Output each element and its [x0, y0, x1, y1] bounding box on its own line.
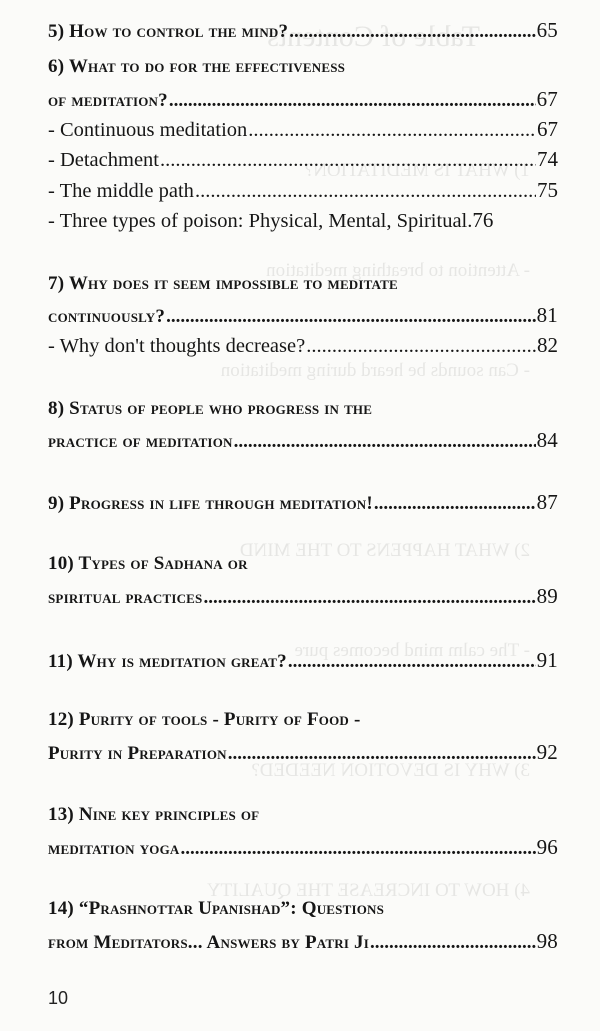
toc-entry-title: - Three types of poison: Physical, Mental, Spiritual. — [48, 210, 473, 232]
dot-leader — [288, 651, 536, 673]
dot-leader — [203, 587, 535, 609]
toc-entry-page: 98 — [536, 929, 558, 953]
toc-entry-title: 12) Purity of tools - Purity of Food - — [48, 709, 361, 730]
toc-entry — [48, 709, 558, 731]
dot-leader — [195, 180, 536, 203]
dot-leader — [306, 335, 536, 358]
toc-entry — [48, 648, 558, 673]
toc-entry-page: 74 — [537, 147, 558, 171]
toc-entry-page: 89 — [536, 584, 558, 608]
toc-entry — [48, 398, 558, 420]
toc-entry-page: 84 — [536, 428, 558, 452]
dot-leader — [169, 90, 536, 112]
dot-leader — [228, 743, 536, 765]
toc-entry-page: 87 — [536, 490, 558, 514]
bleed-through-texture: Table of Contents 1) WHAT IS MEDITATION? - Attention to breathing meditation - Can sounds be heard during meditation 2) WHAT HAPPENS TO THE MIND - The calm mind becomes pure 3) WHY IS DEVOTION NEEDED? 4) HOW TO INCREASE THE QUALITY — [206, 20, 530, 901]
toc-entry — [48, 208, 558, 233]
toc-entry-page: 67 — [537, 117, 558, 141]
toc-entry-title: - Detachment — [48, 149, 159, 171]
toc-entry-title: 9) Progress in life through meditation! — [48, 493, 373, 514]
toc-entry-page: 81 — [536, 303, 558, 327]
toc-entry — [48, 303, 558, 328]
toc-entry — [48, 117, 558, 142]
dot-leader — [289, 21, 535, 43]
toc-entry — [48, 273, 558, 295]
dot-leader — [160, 149, 536, 172]
toc-entry-title: from Meditators... Answers by Patri Ji — [48, 932, 370, 953]
toc-entry-page: 75 — [537, 178, 558, 202]
toc-entry-page: 91 — [536, 648, 558, 672]
toc-entry-title: 6) What to do for the effectiveness — [48, 56, 346, 77]
toc-entry-page: 65 — [536, 18, 558, 42]
toc-entry — [48, 490, 558, 515]
toc-entry-title: practice of meditation — [48, 431, 233, 452]
toc-entry-page: 67 — [536, 87, 558, 111]
toc-entry-title: 14) “Prashnottar Upanishad”: Questions — [48, 898, 385, 919]
toc-entry-title: of meditation? — [48, 90, 168, 111]
toc-entry-title: 11) Why is meditation great? — [48, 651, 287, 672]
toc-entry-page: 76 — [472, 208, 494, 232]
toc-entry — [48, 56, 558, 78]
toc-entry-title: - Continuous meditation — [48, 119, 248, 141]
toc-entry — [48, 147, 558, 172]
toc-entry — [48, 18, 558, 43]
toc-entry-title: 5) How to control the mind? — [48, 21, 289, 42]
toc-entry — [48, 929, 558, 954]
dot-leader — [234, 431, 536, 453]
dot-leader — [181, 838, 536, 860]
dot-leader — [166, 306, 536, 328]
toc-entry — [48, 584, 558, 609]
page-number: 10 — [48, 988, 69, 1008]
toc-entry-page: 82 — [537, 333, 558, 357]
toc-entry — [48, 804, 558, 826]
toc-entry-title: spiritual practices — [48, 587, 203, 608]
toc-entry — [48, 178, 558, 203]
toc-entry — [48, 333, 558, 358]
toc-entry-title: 13) Nine key principles of — [48, 804, 260, 825]
toc-entry-title: Purity in Preparation — [48, 743, 227, 764]
toc-entry-page: 96 — [536, 835, 558, 859]
toc-entry — [48, 87, 558, 112]
toc-entry-title: - Why don't thoughts decrease? — [48, 335, 306, 357]
toc-entry — [48, 898, 558, 920]
toc-entry — [48, 835, 558, 860]
toc-entry-title: meditation yoga — [48, 838, 180, 859]
toc-entry-title: 10) Types of Sadhana or — [48, 553, 248, 574]
dot-leader — [248, 119, 536, 142]
toc-entry-title: 7) Why does it seem impossible to meditate — [48, 273, 398, 294]
toc-entry-title: - The middle path — [48, 180, 194, 202]
toc-entry — [48, 740, 558, 765]
toc-entry — [48, 553, 558, 575]
toc-entry — [48, 428, 558, 453]
toc-entry-page: 92 — [536, 740, 558, 764]
toc-entry-title: 8) Status of people who progress in the — [48, 398, 373, 419]
toc-entry-title: continuously? — [48, 306, 166, 327]
dot-leader — [370, 932, 536, 954]
dot-leader — [374, 493, 536, 515]
